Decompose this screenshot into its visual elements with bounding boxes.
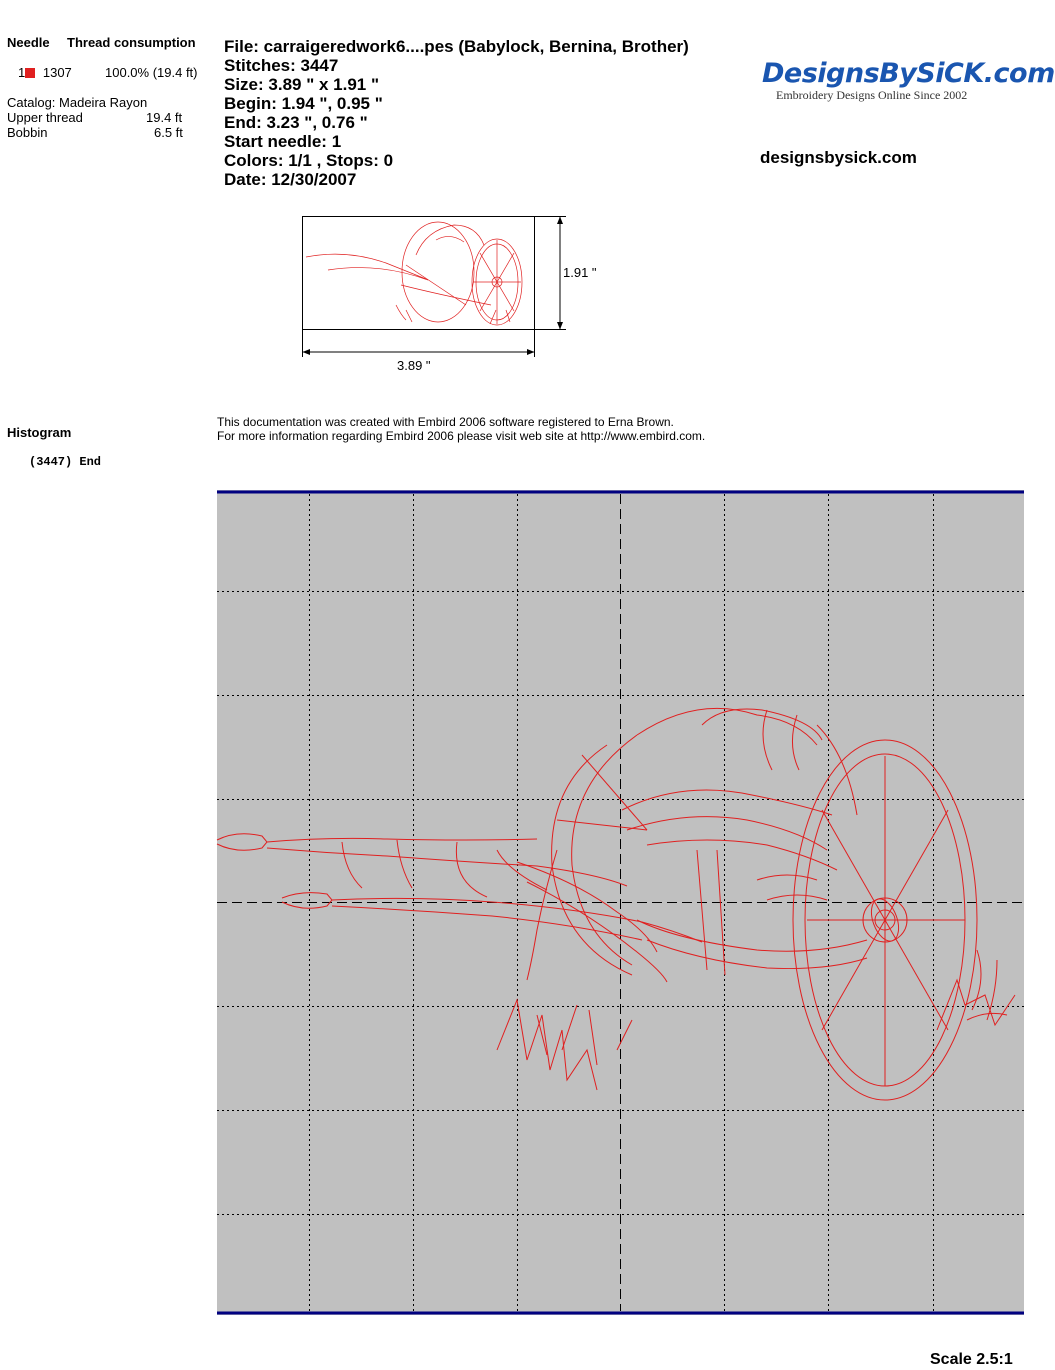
file-info bbox=[224, 37, 689, 189]
needle-header: Needle bbox=[7, 35, 50, 50]
logo-title: DesignsBySiCK.com bbox=[762, 58, 1055, 89]
preview-carriage bbox=[306, 222, 522, 325]
preview-height-label: 1.91 " bbox=[563, 265, 597, 280]
thread-color-code: 1307 bbox=[42, 65, 72, 80]
begin-point: Begin: 1.94 ", 0.95 " bbox=[224, 94, 383, 113]
bobbin-value: 6.5 ft bbox=[154, 125, 183, 140]
thread-row bbox=[18, 65, 72, 80]
thread-consumption-header: Thread consumption bbox=[67, 35, 196, 50]
start-needle: Start needle: 1 bbox=[224, 132, 342, 151]
website-label: designsbysick.com bbox=[760, 148, 917, 167]
notice-line-1: This documentation was created with Embird 2006 software registered to Erna Brown. bbox=[217, 415, 674, 429]
notice-line-2: For more information regarding Embird 2006 please visit web site at http://www.embird.com. bbox=[217, 429, 706, 443]
upper-thread-label: Upper thread bbox=[7, 110, 83, 125]
stitch-count: Stitches: 3447 bbox=[224, 56, 339, 75]
histogram-entry: (3447) End bbox=[29, 455, 102, 469]
preview-width-label: 3.89 " bbox=[397, 358, 431, 373]
design-size: Size: 3.89 " x 1.91 " bbox=[224, 75, 380, 94]
colors-stops: Colors: 1/1 , Stops: 0 bbox=[224, 151, 394, 170]
carriage-embroidery bbox=[217, 708, 1015, 1100]
end-point: End: 3.23 ", 0.76 " bbox=[224, 113, 368, 132]
design-preview bbox=[296, 210, 616, 375]
bobbin-label: Bobbin bbox=[7, 125, 48, 140]
file-name: File: carraigeredwork6....pes (Babylock, Bernina, Brother) bbox=[224, 37, 689, 56]
thread-consumption-value: 100.0% (19.4 ft) bbox=[105, 65, 198, 80]
histogram-title: Histogram bbox=[7, 425, 72, 440]
scale-label: Scale 2.5:1 bbox=[930, 1351, 1013, 1368]
logo-subtitle: Embroidery Designs Online Since 2002 bbox=[776, 88, 968, 102]
upper-thread-value: 19.4 ft bbox=[146, 110, 183, 125]
design-grid-panel bbox=[217, 490, 1024, 1315]
needle-number: 1 bbox=[18, 65, 26, 80]
catalog-label: Catalog: Madeira Rayon bbox=[7, 95, 148, 110]
design-date: Date: 12/30/2007 bbox=[224, 170, 357, 189]
design-grid bbox=[217, 490, 1024, 1315]
thread-color-swatch bbox=[25, 68, 35, 78]
